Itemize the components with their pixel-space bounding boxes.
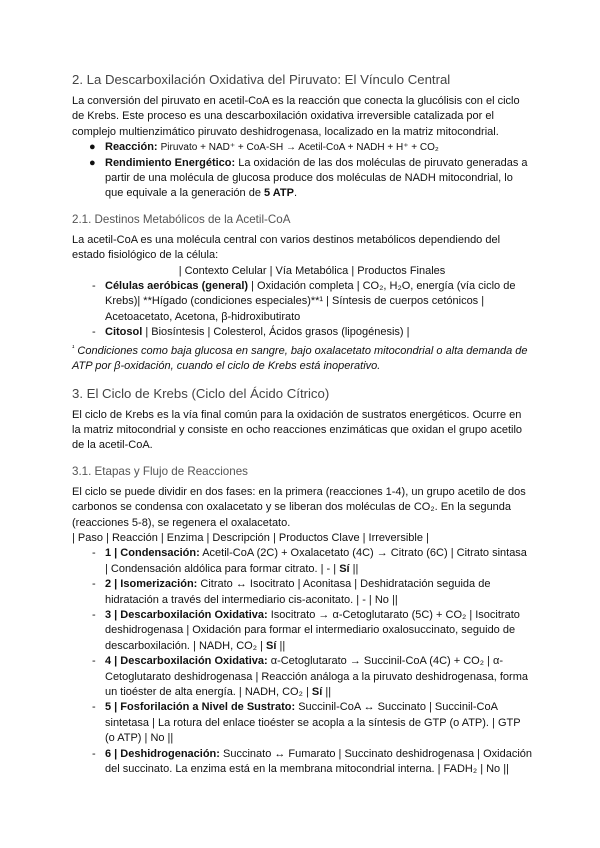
row-end: || xyxy=(325,686,332,698)
reaction-details: Acetil-CoA (2C) + Oxalacetato (4C) → Citrato (6C) | Citrato sintasa | Condensación aldólica para formar citrato. | - | xyxy=(105,547,527,575)
dash-icon: - xyxy=(92,701,96,714)
reaction-details: Citrato ↔ Isocitrato | Aconitasa | Deshidratación seguida de hidratación a través del intermediario cis-aconitato. | - | No || xyxy=(105,578,491,606)
bullet-text: La oxidación de las dos moléculas de piruvato generadas a partir de una molécula de glucosa produce dos moléculas de NADH mitocondrial, lo que equivale a la generación de xyxy=(105,156,528,200)
reaction-row xyxy=(72,747,532,778)
irreversible-flag: Sí xyxy=(266,639,277,652)
dash-icon: - xyxy=(92,578,96,591)
section-2-heading: 2. La Descarboxilación Oxidativa del Piruvato: El Vínculo Central xyxy=(72,72,451,87)
table-row xyxy=(72,279,532,325)
bullet-reaccion xyxy=(72,140,532,155)
reaction-details: Isocitrato → α-Cetoglutarato (5C) + CO₂ | Isocitrato deshidrogenasa | Oxidación para formar el intermediario oxalosuccinato, seguido de descarboxilación. | NADH, CO₂ | xyxy=(105,608,520,652)
table-header-row: | Contexto Celular | Vía Metabólica | Productos Finales xyxy=(178,264,446,277)
section-3-1-heading: 3.1. Etapas y Flujo de Reacciones xyxy=(72,464,248,478)
row-label: Citosol xyxy=(105,326,143,339)
section-2-1-intro: La acetil-CoA es una molécula central con varios destinos metabólicos dependiendo del estado fisiológico de la célula: xyxy=(72,233,501,262)
bullet-rendimiento xyxy=(72,156,532,202)
reaction-details: Succinato ↔ Fumarato | Succinato deshidrogenasa | Oxidación del succinato. La enzima está en la membrana mitocondrial interna. | FADH₂ | No || xyxy=(105,747,532,776)
reaction-row xyxy=(72,608,532,654)
row-end: || xyxy=(279,639,286,652)
bullet-end: . xyxy=(293,187,298,200)
table-header-row: | Paso | Reacción | Enzima | Descripción | Productos Clave | Irreversible | xyxy=(72,531,429,544)
section-2-1-heading: 2.1. Destinos Metabólicos de la Acetil-CoA xyxy=(72,212,291,226)
bullet-label: Rendimiento Energético: xyxy=(105,156,236,169)
footnote-text: Condiciones como baja glucosa en sangre, bajo oxalacetato mitocondrial o alta demanda de ATP por β-oxidación, cuando el ciclo de Krebs está inoperativo. xyxy=(72,344,528,373)
dash-icon: - xyxy=(92,747,96,760)
reaction-row xyxy=(72,654,532,700)
row-text: | Biosíntesis | Colesterol, Ácidos grasos (lipogénesis) | xyxy=(145,326,410,339)
footnote-mark: ¹ xyxy=(72,344,75,352)
reaction-details: α-Cetoglutarato → Succinil-CoA (4C) + CO₂ | α-Cetoglutarato deshidrogenasa | Reacción análoga a la piruvato deshidrogenasa, forma un tioéster de alta energía. | NADH, CO₂ | xyxy=(105,655,528,698)
bullet-text: Piruvato + NAD⁺ + CoA-SH → Acetil-CoA + NADH + H⁺ + CO₂ xyxy=(160,142,439,154)
section-3-1-intro: El ciclo se puede dividir en dos fases: en la primera (reacciones 1-4), un grupo acetilo de dos carbonos se condensa con oxalacetato y se liberan dos moléculas de CO₂. En la segunda (reacciones 5-8), se regenera el oxalacetato. xyxy=(72,485,526,529)
reaction-step-label: 2 | Isomerización: xyxy=(105,578,198,591)
reaction-step-label: 5 | Fosforilación a Nivel de Sustrato: xyxy=(105,701,296,714)
row-text: | Oxidación completa | CO₂, H₂O, energía (vía ciclo de Krebs)| **Hígado (condiciones especiales)**¹ | Síntesis de cuerpos cetónicos | Acetoacetato, Acetona, β-hidroxibutirato xyxy=(105,280,516,323)
section-2-intro: La conversión del piruvato en acetil-CoA es la reacción que conecta la glucólisis con el ciclo de Krebs. Este proceso es una descarboxilación oxidativa irreversible catalizada por el complejo multienzimático piruvato deshidrogenasa, localizado en la matriz mitocondrial. xyxy=(72,95,520,138)
reaction-details: Succinil-CoA ↔ Succinato | Succinil-CoA sintetasa | La rotura del enlace tioéster se acopla a la síntesis de GTP (o ATP). | GTP (o ATP) | No || xyxy=(105,701,521,745)
document-page xyxy=(72,66,532,777)
section-3-heading: 3. El Ciclo de Krebs (Ciclo del Ácido Cítrico) xyxy=(72,385,330,401)
bullet-icon: ● xyxy=(89,141,96,154)
reaction-step-label: 1 | Condensación: xyxy=(105,547,200,560)
dash-icon: - xyxy=(92,608,96,621)
bullet-icon: ● xyxy=(89,156,96,169)
reaction-row xyxy=(72,700,532,746)
reaction-step-label: 6 | Deshidrogenación: xyxy=(105,747,220,760)
reaction-row xyxy=(72,546,532,577)
dash-icon: - xyxy=(92,655,96,668)
row-end: || xyxy=(352,562,359,575)
footnote xyxy=(72,341,532,375)
bullet-label: Reacción: xyxy=(105,141,158,154)
reaction-list xyxy=(72,546,532,777)
row-label: Células aeróbicas (general) xyxy=(105,280,249,293)
section-3-intro: El ciclo de Krebs es la vía final común para la oxidación de sustratos energéticos. Ocurre en la matriz mitocondrial y consiste en ocho reacciones enzimáticas que oxidan el grupo acetilo de la acetil-CoA. xyxy=(72,408,523,452)
reaction-row xyxy=(72,577,532,608)
irreversible-flag: Sí xyxy=(339,562,350,575)
dash-icon: - xyxy=(92,280,96,293)
irreversible-flag: Sí xyxy=(311,686,323,698)
reaction-step-label: 4 | Descarboxilación Oxidativa: xyxy=(105,655,268,668)
reaction-step-label: 3 | Descarboxilación Oxidativa: xyxy=(105,608,268,621)
dash-icon: - xyxy=(92,326,96,339)
atp-value: 5 ATP xyxy=(264,187,294,200)
dash-icon: - xyxy=(92,547,96,560)
table-row xyxy=(72,325,532,340)
